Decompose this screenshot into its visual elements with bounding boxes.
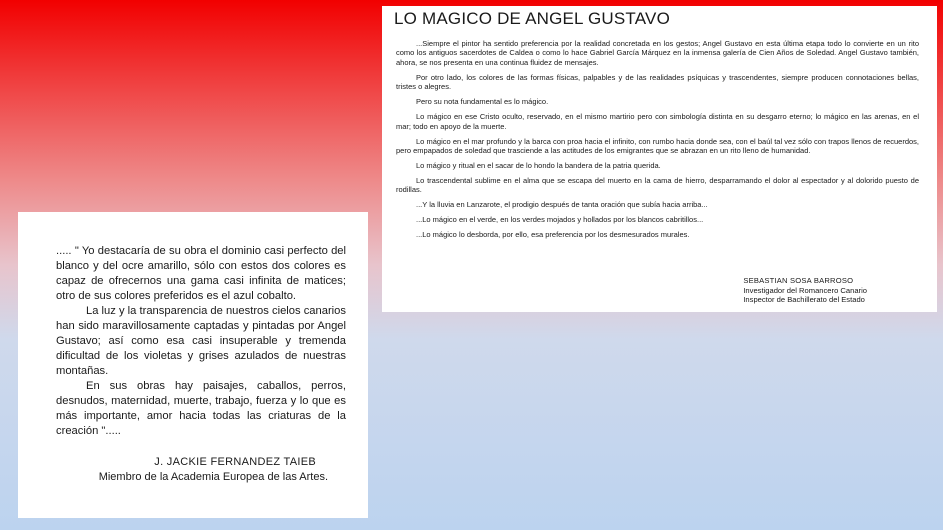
quote-paragraph-3: En sus obras hay paisajes, caballos, perros, desnudos, maternidad, muerte, trabajo, fuerza y lo que es más importante, amor hacia todas las criaturas de la creación "..... [56, 380, 346, 437]
article-paragraph-6: Lo mágico y ritual en el sacar de lo hondo la bandera de la patria querida. [416, 161, 661, 171]
right-signature-name: SEBASTIAN SOSA BARROSO [743, 276, 854, 285]
article-paragraph-7: Lo trascendental sublime en el alma que se escapa del muerto en la cama de hierro, desparramando el dolor al espectador y al dolorido puesto de rodillas. [396, 176, 919, 195]
left-quote-card [18, 212, 368, 518]
article-paragraph-2: Por otro lado, los colores de las formas físicas, palpables y de las realidades psíquicas y trascendentes, siempre producen connotaciones bellas, tristes o alegres. [396, 72, 919, 92]
article-title: LO MAGICO DE ANGEL GUSTAVO [394, 9, 670, 28]
article-body [394, 39, 919, 240]
article-paragraph-9: ...Lo mágico en el verde, en los verdes mojados y hollados por los blancos cabritillos... [416, 215, 704, 225]
quote-paragraph-2: La luz y la transparencia de nuestros cielos canarios han sido maravillosamente captadas y pintadas por Angel Gustavo; así como esa casi insuperable y tremenda dificultad de los violetas y grises azulados de nuestras montañas. [56, 305, 346, 377]
quote-text [56, 244, 346, 439]
quote-paragraph-1: ..... " Yo destacaría de su obra el dominio casi perfecto del blanco y del ocre amarillo, sólo con estos dos colores es capaz de ofrecernos una gama casi infinita de matices; otro de sus colores preferidos es el azul cobalto. [56, 245, 346, 302]
article-paragraph-5: Lo mágico en el mar profundo y la barca con proa hacia el infinito, con rumbo hacia donde sea, con el baúl tal vez sólo con trapos llenos de recuerdos, pero empapados de soledad que trasciende a las actitudes de los emigrantes que se abrazan en un rito lleno de humanidad. [396, 136, 919, 156]
article-paragraph-3: Pero su nota fundamental es lo mágico. [416, 97, 549, 107]
right-signature [743, 276, 867, 305]
left-signature-role: Miembro de la Academia Europea de las Artes. [98, 471, 328, 483]
article-paragraph-8: ...Y la lluvia en Lanzarote, el prodigio después de tanta oración que subía hacia arriba... [416, 200, 708, 210]
article-paragraph-1: ...Siempre el pintor ha sentido preferencia por la realidad concretada en los gestos; Angel Gustavo en esta última etapa todo lo convierte en un rito como los antiguos sacerdotes de Caldea o como lo hace Gabriel García Márquez en la inmensa galería de Cien Años de Soledad. Angel Gustavo también, ahora, se nos presenta en una continua fluidez de mensajes. [396, 39, 919, 67]
left-signature-name: J. JACKIE FERNANDEZ TAIEB [154, 456, 316, 468]
left-signature [56, 455, 346, 485]
right-signature-role-1: Investigador del Romancero Canario [743, 285, 867, 295]
right-signature-role-2: Inspector de Bachillerato del Estado [743, 295, 865, 305]
article-paragraph-10: ...Lo mágico lo desborda, por ello, esa preferencia por los desmesurados murales. [416, 230, 690, 240]
right-article-card [382, 6, 937, 312]
article-paragraph-4: Lo mágico en ese Cristo oculto, reservado, en el mismo martirio pero con simbología distinta en su desgarro eterno; lo mágico en las arenas, en el mar; todo en apoyo de la muerte. [396, 112, 919, 131]
